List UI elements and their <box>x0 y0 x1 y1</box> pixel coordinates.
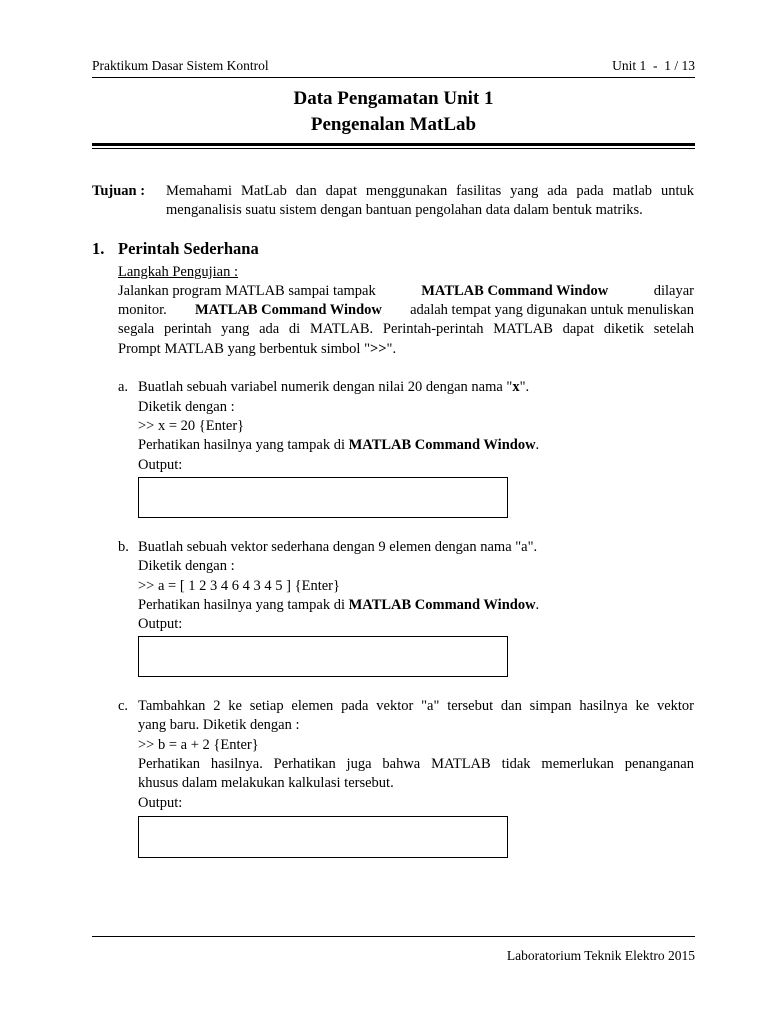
item-c-line-2: yang baru. Diketik dengan : <box>138 717 300 733</box>
item-b-command: >> a = [ 1 2 3 4 6 4 3 4 5 ] {Enter} <box>138 578 340 594</box>
header-rule <box>92 77 695 78</box>
item-c-line-4: Perhatikan hasilnya. Perhatikan juga bahwa MATLAB tidak memerlukan penanganan <box>138 756 694 772</box>
intro-line-3: segala perintah yang ada di MATLAB. Perintah-perintah MATLAB dapat diketik setelah <box>118 321 694 337</box>
section-number: 1. <box>92 239 105 258</box>
item-c-output-label: Output: <box>138 795 183 811</box>
footer-rule <box>92 936 695 937</box>
item-a-line-1-a: Buatlah sebuah variabel numerik dengan nilai 20 dengan nama " <box>138 379 513 395</box>
header-left: Praktikum Dasar Sistem Kontrol <box>92 58 269 73</box>
intro-line-1-b: MATLAB Command Window <box>421 283 609 299</box>
item-b-line-4 <box>138 596 539 616</box>
item-a-line-1-c: ". <box>519 379 530 395</box>
item-a-line-4-b: MATLAB Command Window <box>348 437 536 453</box>
tujuan-line-1: Memahami MatLab dan dapat menggunakan fasilitas yang ada pada matlab untuk <box>166 183 694 199</box>
item-b-line-4-b: MATLAB Command Window <box>348 597 536 613</box>
item-a-line-1-b: x <box>512 379 520 395</box>
item-b-line-2: Diketik dengan : <box>138 558 235 574</box>
item-a-line-4-c: . <box>535 437 540 453</box>
item-c-command: >> b = a + 2 {Enter} <box>138 737 259 753</box>
sub-heading: Langkah Pengujian : <box>118 264 239 280</box>
item-a-line-2: Diketik dengan : <box>138 399 235 415</box>
item-a-output-label: Output: <box>138 457 183 473</box>
item-a-command: >> x = 20 {Enter} <box>138 418 245 434</box>
item-b-output-label: Output: <box>138 616 183 632</box>
page-subtitle: Pengenalan MatLab <box>310 114 477 135</box>
intro-line-1-a: Jalankan program MATLAB sampai tampak <box>118 283 376 299</box>
intro-line-2-a: monitor. <box>118 302 167 318</box>
intro-line-4 <box>118 340 396 360</box>
item-b-marker: b. <box>118 539 129 555</box>
intro-line-1 <box>118 282 694 302</box>
item-c-output-box[interactable] <box>138 816 508 858</box>
item-c-line-5: khusus dalam melakukan kalkulasi tersebut. <box>138 775 394 791</box>
item-a-line-4-a: Perhatikan hasilnya yang tampak di <box>138 437 349 453</box>
intro-line-4-c: ". <box>386 341 397 357</box>
section-heading: Perintah Sederhana <box>118 239 259 258</box>
intro-line-2 <box>118 301 694 321</box>
footer-text: Laboratorium Teknik Elektro 2015 <box>506 948 695 963</box>
item-a-marker: a. <box>118 379 129 395</box>
title-rule-thin <box>92 148 695 149</box>
item-a-line-4 <box>138 436 539 456</box>
item-a-line-1 <box>138 378 529 398</box>
item-b-line-1: Buatlah sebuah vektor sederhana dengan 9 elemen dengan nama "a". <box>138 539 538 555</box>
intro-line-1-c: dilayar <box>653 283 694 299</box>
item-a-output-box[interactable] <box>138 477 508 518</box>
tujuan-label: Tujuan : <box>92 183 146 199</box>
tujuan-line-2: menganalisis suatu sistem dengan bantuan pengolahan data dalam bentuk matriks. <box>166 202 643 218</box>
intro-line-4-b: >> <box>370 341 387 357</box>
header-right: Unit 1 - 1 / 13 <box>612 58 695 73</box>
item-b-line-4-a: Perhatikan hasilnya yang tampak di <box>138 597 349 613</box>
intro-line-2-c: adalah tempat yang digunakan untuk menuliskan <box>410 302 694 318</box>
item-c-marker: c. <box>118 698 129 714</box>
intro-line-2-b: MATLAB Command Window <box>194 302 382 318</box>
page-title: Data Pengamatan Unit 1 <box>293 88 494 109</box>
item-c-line-1: Tambahkan 2 ke setiap elemen pada vektor "a" tersebut dan simpan hasilnya ke vektor <box>138 698 694 714</box>
title-rule-thick <box>92 143 695 146</box>
item-b-line-4-c: . <box>535 597 540 613</box>
item-b-output-box[interactable] <box>138 636 508 677</box>
intro-line-4-a: Prompt MATLAB yang berbentuk simbol " <box>118 341 371 357</box>
